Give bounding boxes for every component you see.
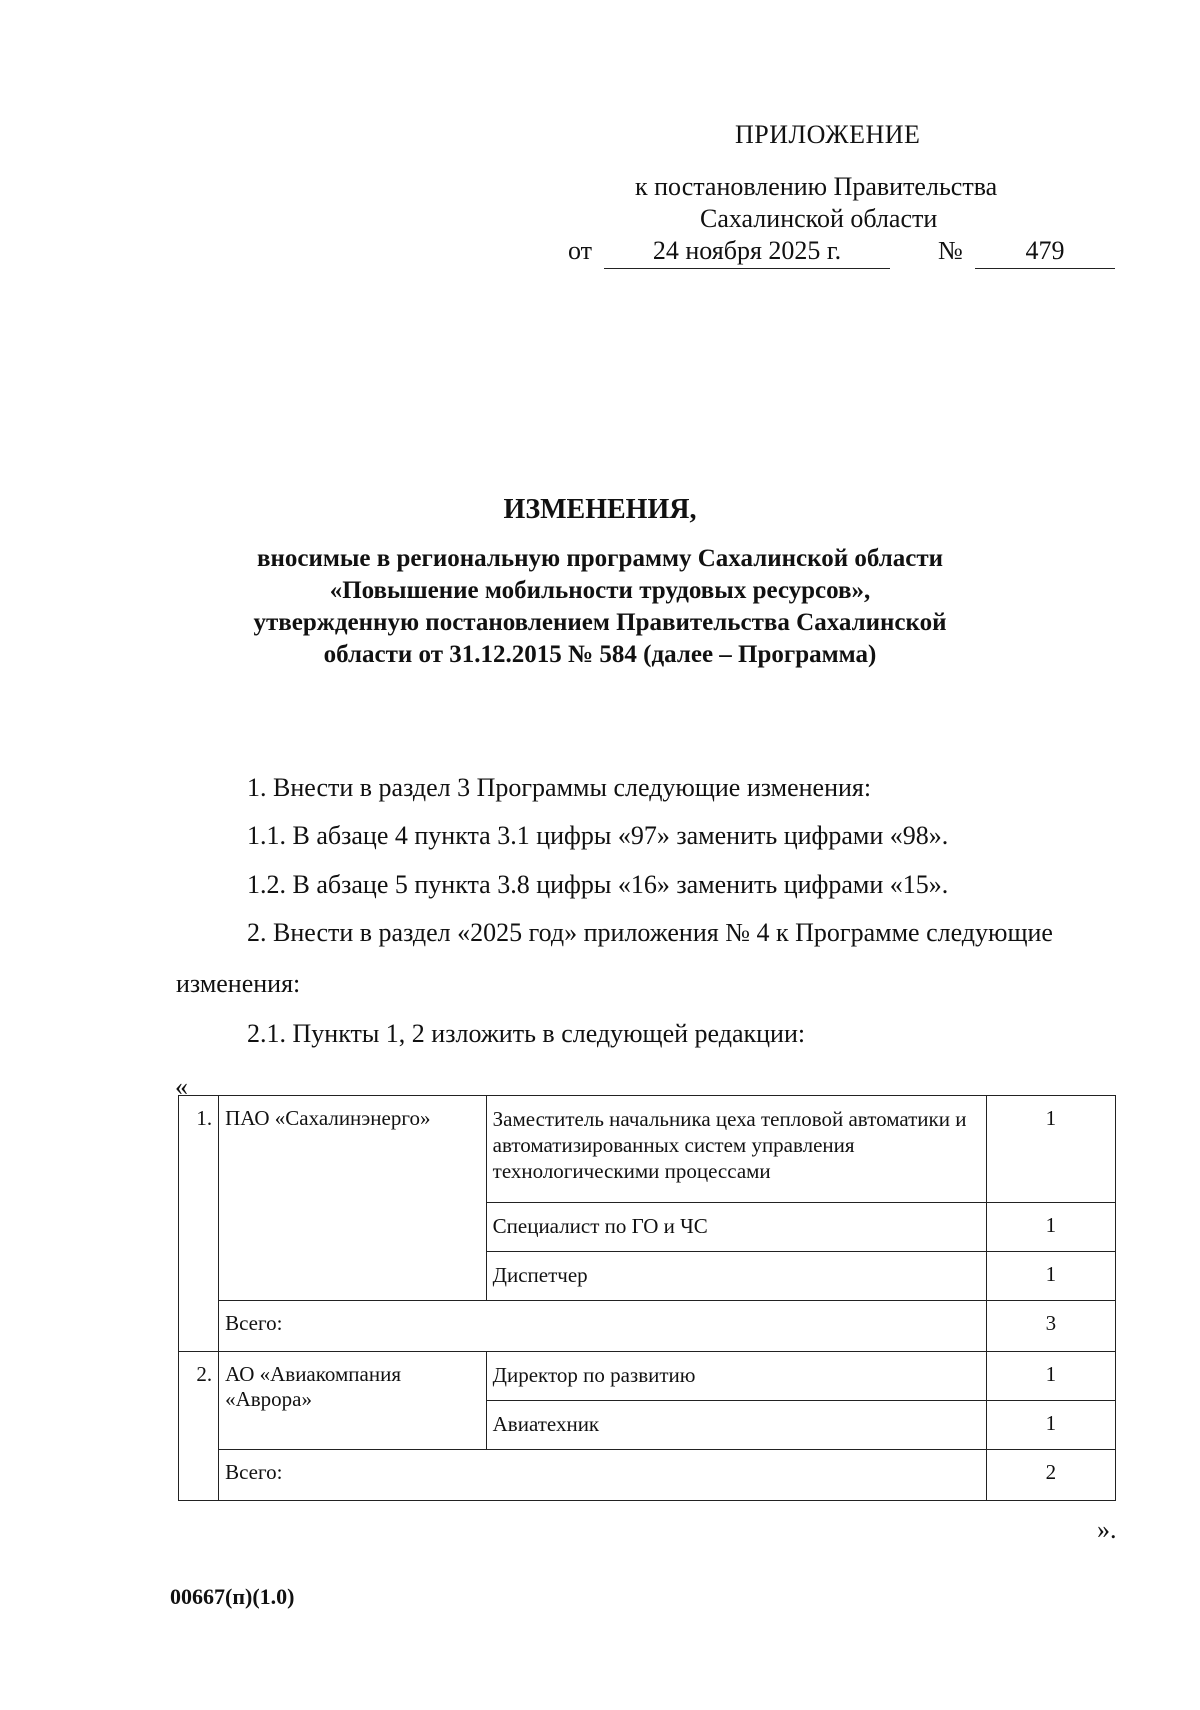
heading-line-4: области от 31.12.2015 № 584 (далее – Программа) — [323, 641, 877, 668]
appendix-region-line: Сахалинской области — [700, 204, 938, 233]
appendix-title: ПРИЛОЖЕНИЕ — [735, 120, 921, 149]
document-code: 00667(п)(1.0) — [170, 1584, 295, 1609]
table-total-row — [179, 1301, 1116, 1352]
position-quantity: 1 — [986, 1352, 1115, 1401]
table-total-row — [179, 1450, 1116, 1501]
row-number: 2. — [179, 1352, 219, 1501]
heading-line-3: утвержденную постановлением Правительства Сахалинской — [253, 609, 947, 636]
appendix-date-row — [568, 236, 1118, 270]
appendix-resolution-line: к постановлению Правительства — [635, 172, 998, 201]
position-quantity: 1 — [986, 1096, 1115, 1203]
table-row — [179, 1352, 1116, 1401]
paragraph-1-1: 1.1. В абзаце 4 пункта 3.1 цифры «97» заменить цифрами «98». — [247, 821, 949, 850]
document-heading: ИЗМЕНЕНИЯ, — [503, 494, 697, 525]
number-label: № — [938, 236, 963, 265]
table-row — [179, 1096, 1116, 1203]
row-number: 1. — [179, 1096, 219, 1352]
heading-line-1: вносимые в региональную программу Сахалинской области — [256, 545, 944, 572]
heading-line-2: «Повышение мобильности трудовых ресурсов», — [329, 577, 871, 604]
quote-open-mark: « — [175, 1072, 188, 1101]
quote-close-mark: ». — [1097, 1515, 1117, 1544]
position-title: Заместитель начальника цеха тепловой автоматики и автоматизированных систем управления технологическими процессами — [486, 1096, 986, 1203]
organization-name: ПАО «Сахалинэнерго» — [219, 1096, 487, 1301]
position-title: Специалист по ГО и ЧС — [486, 1203, 986, 1252]
paragraph-2: 2. Внести в раздел «2025 год» приложения № 4 к Программе следующие — [247, 918, 1053, 947]
total-label: Всего: — [219, 1450, 987, 1501]
position-quantity: 1 — [986, 1252, 1115, 1301]
from-label: от — [568, 236, 593, 265]
organization-name: АО «Авиакомпания «Аврора» — [219, 1352, 487, 1450]
total-label: Всего: — [219, 1301, 987, 1352]
total-value: 3 — [986, 1301, 1115, 1352]
changes-table — [178, 1095, 1116, 1501]
resolution-number: 479 — [975, 236, 1115, 269]
total-value: 2 — [986, 1450, 1115, 1501]
position-quantity: 1 — [986, 1203, 1115, 1252]
paragraph-2-continuation: изменения: — [176, 969, 301, 998]
paragraph-1: 1. Внести в раздел 3 Программы следующие изменения: — [247, 773, 872, 802]
position-title: Директор по развитию — [486, 1352, 986, 1401]
position-title: Диспетчер — [486, 1252, 986, 1301]
paragraph-2-1: 2.1. Пункты 1, 2 изложить в следующей редакции: — [247, 1019, 806, 1048]
position-quantity: 1 — [986, 1401, 1115, 1450]
position-title: Авиатехник — [486, 1401, 986, 1450]
resolution-date: 24 ноября 2025 г. — [604, 236, 890, 269]
paragraph-1-2: 1.2. В абзаце 5 пункта 3.8 цифры «16» заменить цифрами «15». — [247, 870, 949, 899]
